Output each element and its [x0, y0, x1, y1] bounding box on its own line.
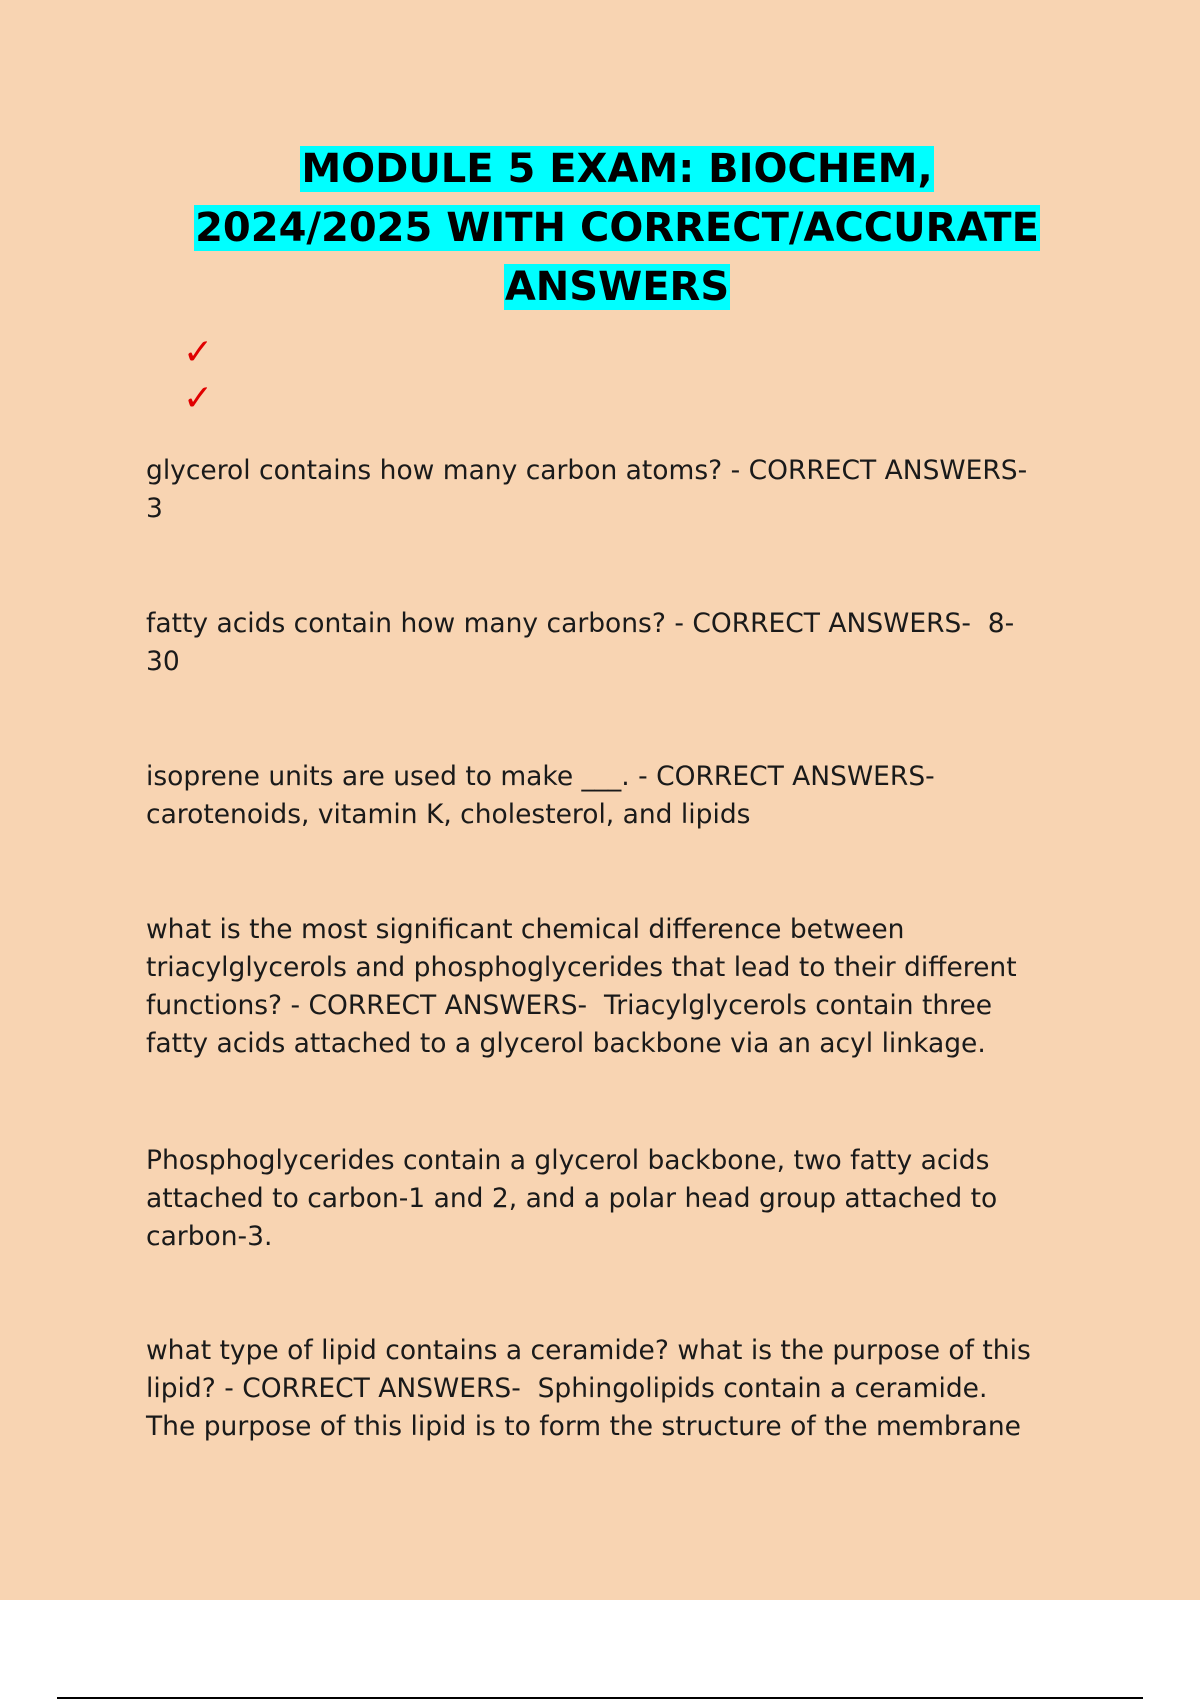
question-answer-1: glycerol contains how many carbon atoms? - CORRECT ANSWERS- 3 [146, 455, 1028, 524]
question-answer-2: fatty acids contain how many carbons? - CORRECT ANSWERS- 8- 30 [146, 608, 1015, 677]
title-line-3: ANSWERS [504, 264, 730, 310]
question-answer-6: what type of lipid contains a ceramide? what is the purpose of this lipid? - CORRECT ANSWERS- Sphingolipids contain a ceramide. The purpose of this lipid is to form the structure of the membrane [146, 1335, 1031, 1442]
question-answer-3: isoprene units are used to make ___. - CORRECT ANSWERS- carotenoids, vitamin K, cholesterol, and lipids [146, 761, 935, 830]
check-mark-list [183, 330, 213, 422]
title-line-1: MODULE 5 EXAM: BIOCHEM, [301, 146, 933, 192]
check-mark-icon: ✓ [183, 378, 214, 419]
question-answer-5: Phosphoglycerides contain a glycerol backbone, two fatty acids attached to carbon-1 and 2, and a polar head group attached to carbon-3. [146, 1145, 998, 1252]
question-answer-4: what is the most significant chemical difference between triacylglycerols and phosphoglycerides that lead to their different functions? - CORRECT ANSWERS- Triacylglycerols contain three fatty acids attached to a glycerol backbone via an acyl linkage. [146, 914, 1017, 1059]
title-line-2: 2024/2025 WITH CORRECT/ACCURATE [195, 205, 1039, 251]
footer-divider [57, 1697, 1143, 1699]
page-title [120, 140, 1114, 317]
check-mark-icon: ✓ [183, 332, 214, 373]
